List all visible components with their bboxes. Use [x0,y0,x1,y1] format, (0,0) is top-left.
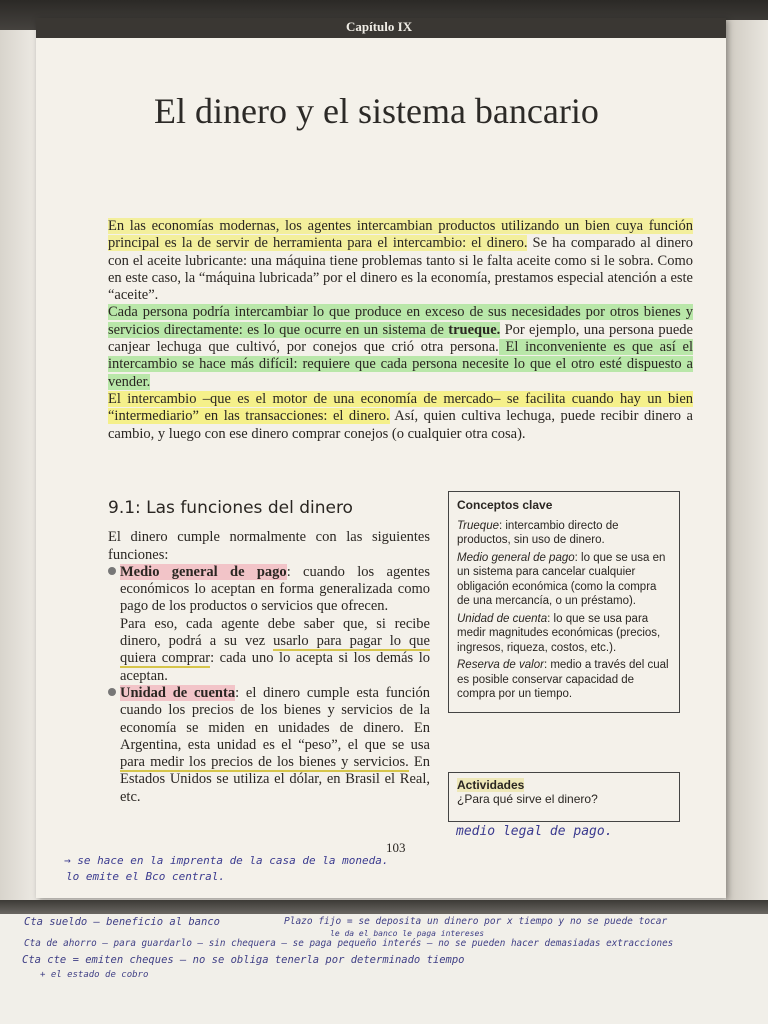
handwritten-footnote: → se hace en la imprenta de la casa de la moneda. [64,854,389,867]
activity-question: ¿Para qué sirve el dinero? [457,792,598,806]
handwritten-note: le da el banco le paga intereses [330,929,485,938]
highlight-intermediary: El intercambio –que es el motor de una economía de mercado– se facilita cuando hay un bien “intermediario” en las transacciones: el dinero. [108,390,693,425]
right-page-edge [726,20,768,900]
bullet-text: : cuando los agentes económicos lo aceptan en forma generalizada como pago de los productos o servicios que ofrecen. [120,563,430,615]
activities-box [448,772,680,822]
concept-term: Reserva de valor [457,659,544,671]
intro-paragraph [108,218,693,304]
bullet-text: : el dinero cumple esta función cuando los precios de los bienes y servicios de la economía se miden en unidades de dinero. En Argentina, esta unidad es el “peso”, el que se usa [120,684,430,753]
bullet-text: : cada uno lo acepta si los demás lo aceptan. [120,650,430,684]
concept-term: Unidad de cuenta [457,612,548,625]
concept-definition: : lo que se usa para medir magnitudes económicas (precios, ingresos, riqueza, costos, etc.). [457,612,661,654]
handwritten-footnote: lo emite el Bco central. [66,870,225,883]
concept-definition: : medio a través del cual es posible conservar capacidad de compra por un tiempo. [457,659,669,700]
bullet-unidad-de-cuenta [108,685,430,806]
page-number: 103 [386,840,406,855]
key-concepts-title: Conceptos clave [457,498,553,512]
scan-bottom-shadow [0,900,768,914]
concept-item [457,658,671,702]
intro-sentence: Por ejemplo, una persona puede canjear lechuga que cultivó, por conejos que crió otra persona. [108,321,693,356]
key-concepts-box [448,491,680,713]
handwritten-note: Cta de ahorro – para guardarlo – sin chequera – se paga pequeño interés – no se pueden hacer demasiadas extracciones [24,938,674,949]
bullet-text: Para eso, cada agente debe saber que, si recibe dinero, podrá a su vez [120,615,430,650]
bullet-icon [108,688,116,696]
concept-definition: : lo que se usa en un sistema para cancelar cualquier obligación económica (como la compra de una mercancía, o un préstamo). [457,551,666,607]
term-unidad-de-cuenta: Unidad de cuenta [120,684,236,701]
term-medio-de-pago: Medio general de pago [120,563,287,580]
highlight-inconvenience: El inconveniente es que así el intercambio se hace más difícil: requiere que cada persona necesite lo que el otro esté dispuesto a vender. [108,339,693,390]
page-title: El dinero y el sistema bancario [154,91,599,131]
handwritten-note: Cta cte = emiten cheques – no se obliga tenerla por determinado tiempo [22,954,465,966]
chapter-label: Capítulo IX [346,19,413,34]
highlight-definition: En las economías modernas, los agentes intercambian productos utilizando un bien cuya función principal es la de servir de herramienta para el intercambio: el dinero. [108,218,693,252]
concept-item [457,519,671,548]
handwritten-note: Cta sueldo – beneficio al banco [24,916,220,928]
section-title: 9.1: Las funciones del dinero [108,498,353,518]
bullet-text: En Estados Unidos se utiliza el dólar, en Brasil el Real, etc. [120,754,430,805]
section-lead: El dinero cumple normalmente con las siguientes funciones: [108,529,430,563]
activities-title-text: Actividades [457,778,525,792]
book-page [36,18,726,898]
handwritten-note: + el estado de cobro [40,970,149,980]
underlined-phrase: para medir los precios de los bienes y servicios. [120,754,409,771]
intro-sentence: Se ha comparado al dinero con el aceite lubricante: una máquina tiene problemas tanto si le falta aceite como si le sobra. Como en este caso, la “máquina lubricada” por el dinero es la economía, prestamos especial atención a este “aceite”. [108,235,694,304]
trueque-sentence: Cada persona podría intercambiar lo que produce en exceso de sus necesidades por otros bienes y servicios directamente: es lo que ocurre en un sistema de [108,304,693,338]
intro-paragraph [108,391,693,443]
section-functions [108,500,430,806]
underlined-phrase: usarlo para pagar lo que quiera comprar [120,633,430,667]
concept-item [457,551,671,609]
bullet-continuation [108,616,430,685]
left-page-edge [0,30,40,910]
intro-text [108,218,693,443]
concept-item [457,612,671,656]
trueque-term: trueque. [448,321,501,338]
concept-definition: : intercambio directo de productos, sin uso de dinero. [457,519,619,546]
handwritten-note: Plazo fijo = se deposita un dinero por x tiempo y no se puede tocar [284,916,668,927]
intro-paragraph [108,304,693,390]
intro-sentence: Así, quien cultiva lechuga, puede recibir dinero a cambio, y luego con ese dinero comprar conejos (o cualquier otra cosa). [108,408,693,442]
activities-title [457,778,671,792]
bullet-icon [108,567,116,575]
chapter-header [36,18,726,38]
concept-term: Trueque [457,519,499,532]
concept-term: Medio general de pago [457,551,575,564]
handwritten-notes-area [0,914,768,1024]
handwritten-answer: medio legal de pago. [456,824,613,839]
bullet-medio-de-pago [108,564,430,616]
